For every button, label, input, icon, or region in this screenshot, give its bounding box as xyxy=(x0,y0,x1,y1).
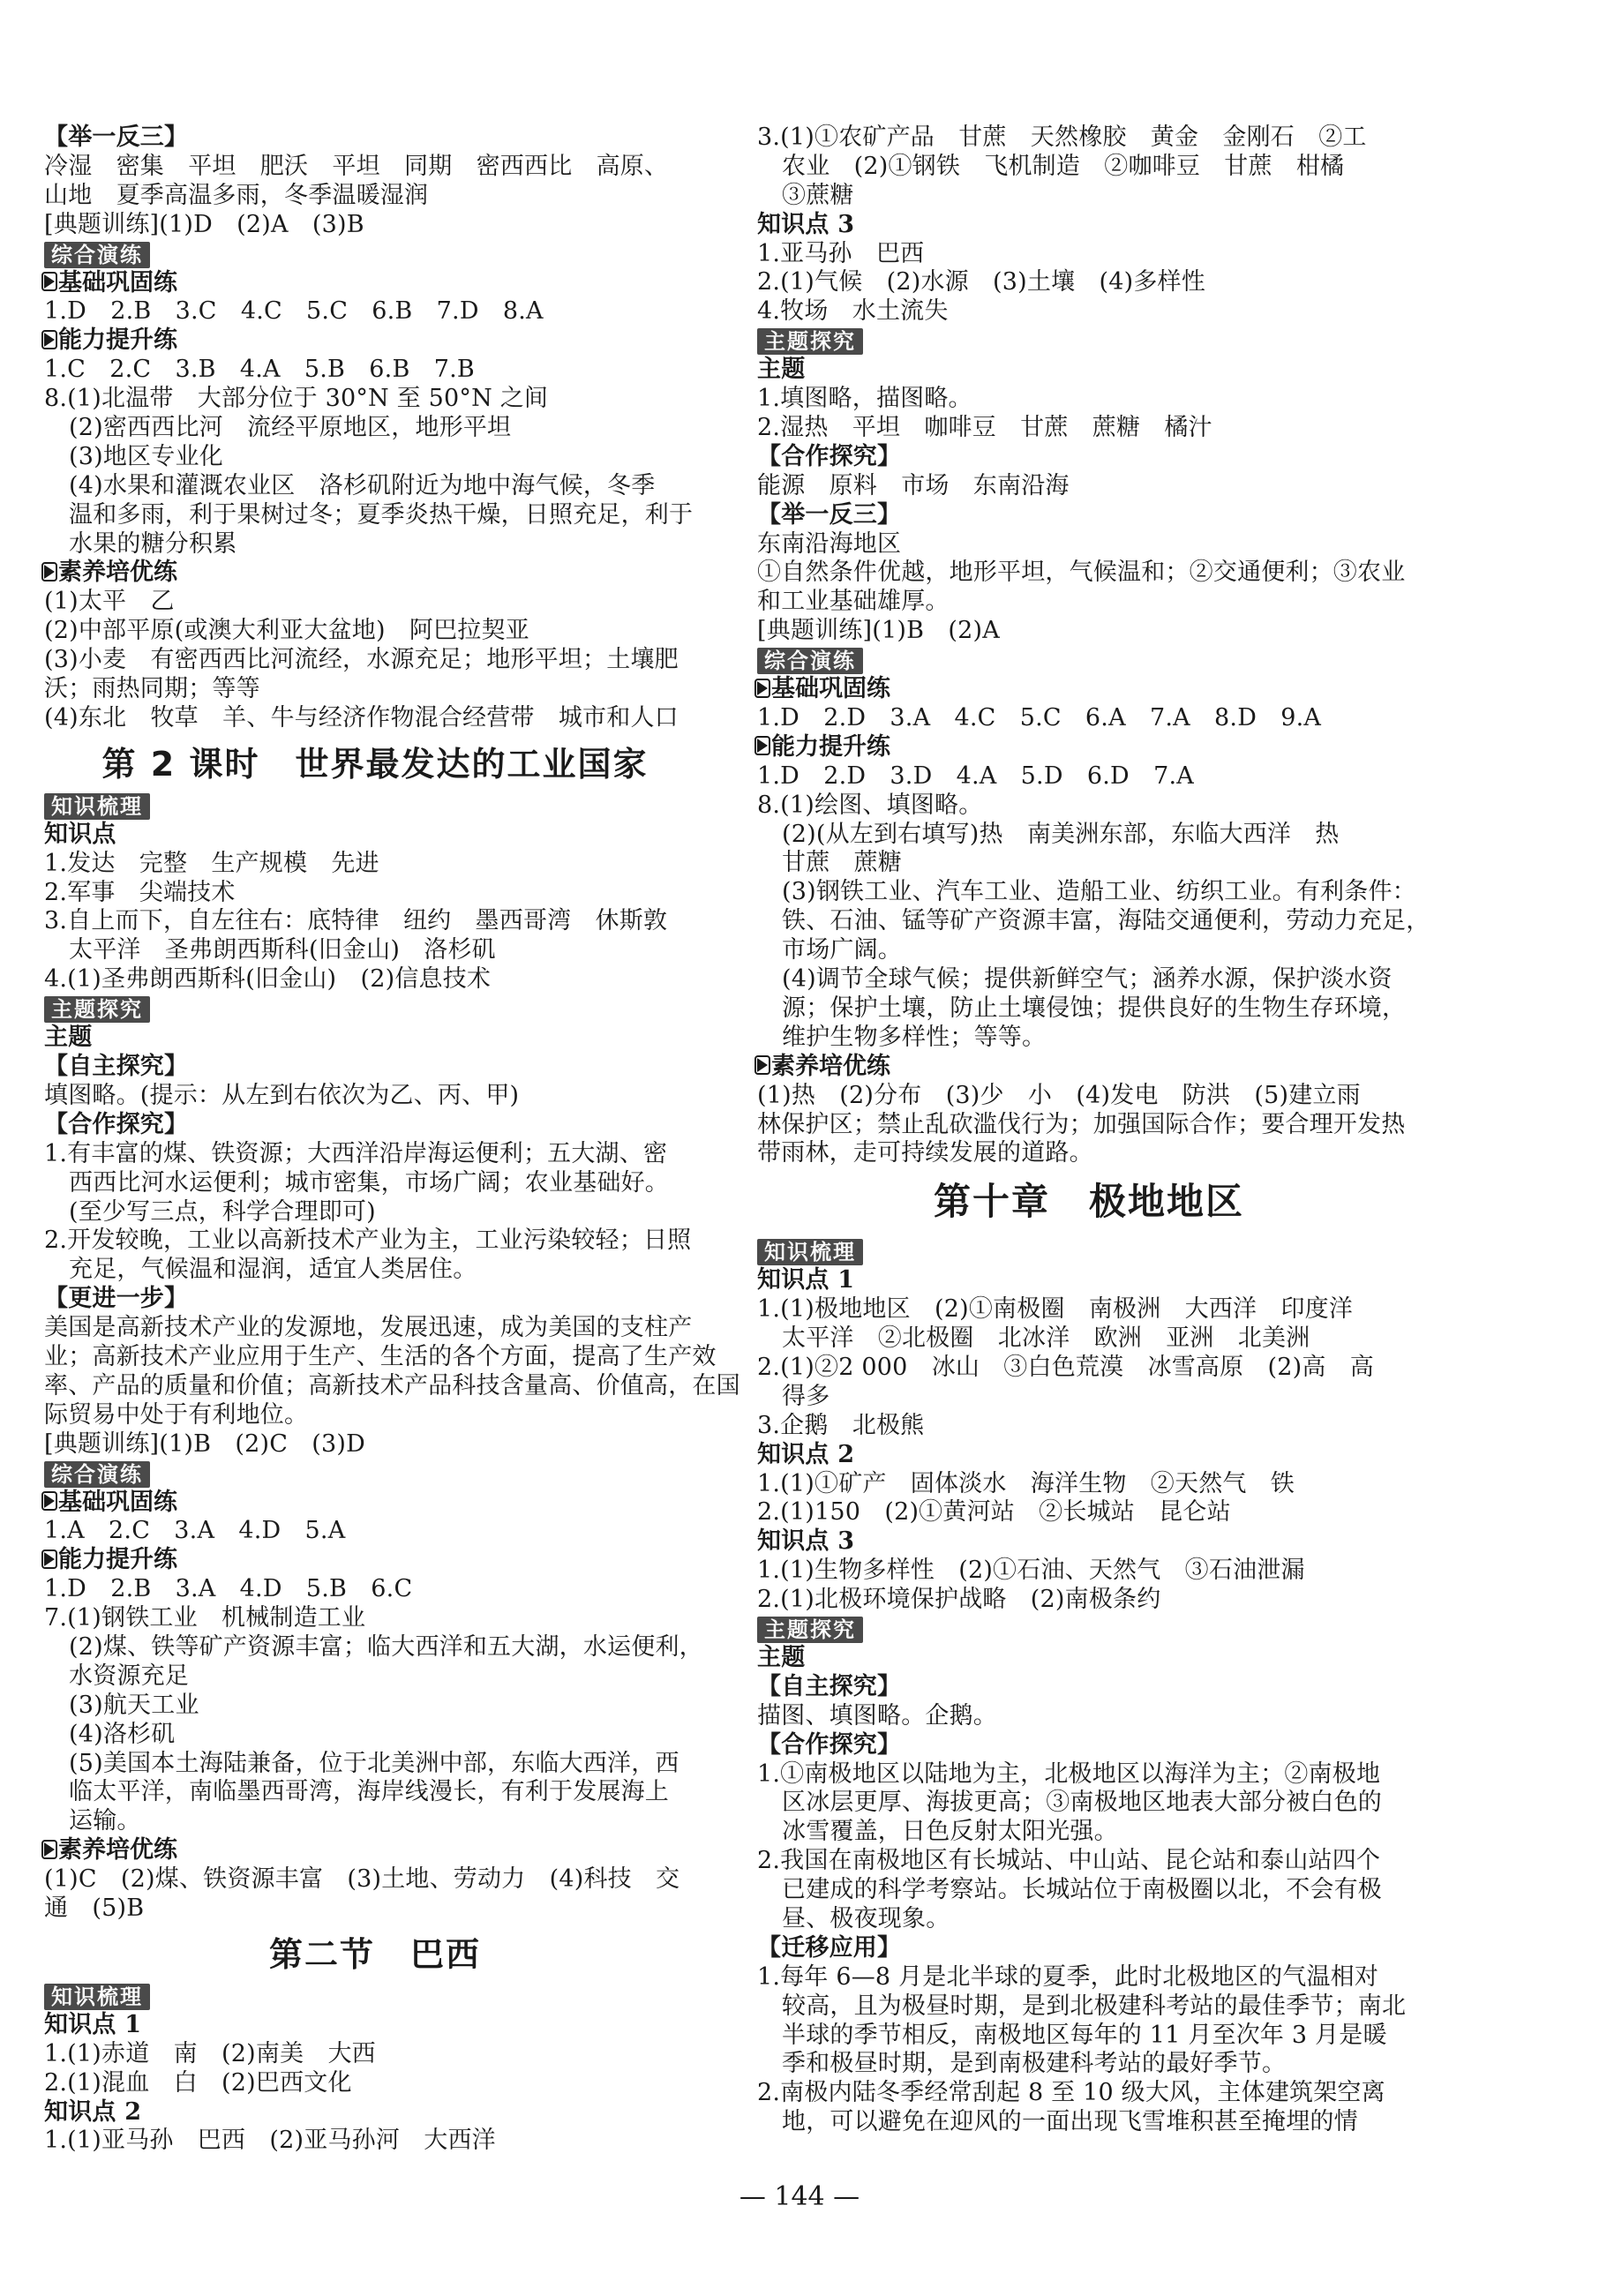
knowledge-point-label: 知识点 2 xyxy=(44,2097,142,2126)
knowledge-point-label: 主题 xyxy=(757,356,806,384)
answer-line: 1.①南极地区以陆地为主，北极地区以海洋为主；②南极地 xyxy=(757,1760,1381,1788)
answer-line-continued: (3)地区专业化 xyxy=(69,442,223,470)
answer-line: 1.亚马孙 巴西 xyxy=(757,239,925,267)
triangle-bullet-icon xyxy=(44,1552,55,1566)
answer-line-continued: 铁、石油、锰等矿产资源丰富，海陆交通便利，劳动力充足， xyxy=(782,907,1430,935)
bracket-label: 【合作探究】 xyxy=(757,442,902,470)
triangle-bullet-icon xyxy=(757,1058,768,1072)
answer-line: 业；高新技术产业应用于生产、生活的各个方面，提高了生产效 xyxy=(44,1342,717,1370)
subsection-heading xyxy=(44,269,706,298)
subsection-label: 素养培优练 xyxy=(58,559,177,587)
answer-line-continued: 温和多雨，利于果树过冬；夏季炎热干燥，日照充足，利于 xyxy=(69,500,694,529)
bracket-label: 【更进一步】 xyxy=(44,1285,189,1313)
answer-line: 和工业基础雄厚。 xyxy=(757,588,950,616)
section-banner: 知识梳理 xyxy=(44,1984,150,2010)
answer-line-continued: 半球的季节相反，南极地区每年的 11 月至次年 3 月是暖 xyxy=(782,2021,1387,2049)
answer-line-continued: 太平洋 圣弗朗西斯科(旧金山) 洛杉矶 xyxy=(69,936,496,964)
answer-line: (2)中部平原(或澳大利亚大盆地) 阿巴拉契亚 xyxy=(44,617,529,645)
subsection-heading xyxy=(44,1546,706,1575)
answer-line: 通 (5)B xyxy=(44,1894,145,1922)
answer-line-continued: ③蔗糖 xyxy=(782,181,854,209)
answer-line: 2.我国在南极地区有长城站、中山站、昆仑站和泰山站四个 xyxy=(757,1847,1381,1875)
answer-line-continued: 农业 (2)①钢铁 飞机制造 ②咖啡豆 甘蔗 柑橘 xyxy=(782,152,1345,180)
answer-line-continued: 太平洋 ②北极圈 北冰洋 欧洲 亚洲 北美洲 xyxy=(782,1324,1310,1353)
answer-line: 1.D 2.D 3.A 4.C 5.C 6.A 7.A 8.D 9.A xyxy=(757,704,1322,732)
answer-line-continued: 甘蔗 蔗糖 xyxy=(782,849,902,877)
answer-line: 1.每年 6—8 月是北半球的夏季，此时北极地区的气温相对 xyxy=(757,1962,1379,1991)
answer-line: 3.自上而下，自左往右：底特律 纽约 墨西哥湾 休斯敦 xyxy=(44,907,668,935)
section-banner-row xyxy=(757,1237,1421,1266)
answer-line: 1.有丰富的煤、铁资源；大西洋沿岸海运便利；五大湖、密 xyxy=(44,1139,668,1167)
answer-line-continued: (2)(从左到右填写)热 南美洲东部，东临大西洋 热 xyxy=(782,820,1340,848)
answer-line-continued: 临太平洋，南临墨西哥湾，海岸线漫长，有利于发展海上 xyxy=(69,1778,669,1806)
bracket-label: 【举一反三】 xyxy=(757,500,902,529)
answer-line-continued: 源；保护土壤，防止土壤侵蚀；提供良好的生物生存环境， xyxy=(782,994,1407,1022)
subsection-heading xyxy=(757,675,1421,704)
triangle-bullet-icon xyxy=(757,681,768,695)
chapter-heading: 第十章 极地地区 xyxy=(933,1180,1244,1224)
subsection-heading xyxy=(757,733,1421,762)
knowledge-point-label: 主题 xyxy=(44,1024,93,1052)
section-banner: 知识梳理 xyxy=(757,1239,863,1265)
answer-line: 际贸易中处于有利地位。 xyxy=(44,1400,309,1429)
answer-line: 1.(1)极地地区 (2)①南极圈 南极洲 大西洋 印度洋 xyxy=(757,1295,1354,1324)
answer-line: 3.(1)①农矿产品 甘蔗 天然橡胶 黄金 金刚石 ②工 xyxy=(757,124,1367,151)
answer-line-continued: 运输。 xyxy=(69,1807,141,1835)
knowledge-point-label: 知识点 1 xyxy=(44,2010,142,2038)
answer-line-continued: 冰雪覆盖，日色反射太阳光强。 xyxy=(782,1818,1118,1846)
section-banner-row xyxy=(757,326,1421,356)
section-banner-row xyxy=(44,1459,706,1489)
answer-line: (1)太平 乙 xyxy=(44,588,175,616)
subsection-label: 基础巩固练 xyxy=(771,675,890,703)
answer-line-continued: (3)钢铁工业、汽车工业、造船工业、纺织工业。有利条件： xyxy=(782,878,1416,906)
answer-line: 2.(1)北极环境保护战略 (2)南极条约 xyxy=(757,1586,1161,1614)
answer-line: 1.(1)赤道 南 (2)南美 大西 xyxy=(44,2039,376,2067)
section-banner-row xyxy=(44,240,706,269)
answer-line: 2.南极内陆冬季经常刮起 8 至 10 级大风，主体建筑架空离 xyxy=(757,2079,1385,2107)
section-banner-row xyxy=(44,792,706,821)
answer-line-continued: 较高，且为极昼时期，是到北极建科考站的最佳季节；南北 xyxy=(782,1992,1407,2020)
answer-line: 1.发达 完整 生产规模 先进 xyxy=(44,849,379,877)
section-banner: 主题探究 xyxy=(44,996,150,1023)
subsection-label: 基础巩固练 xyxy=(58,268,177,296)
answer-line: 能源 原料 市场 东南沿海 xyxy=(757,471,1070,499)
subsection-label: 能力提升练 xyxy=(771,732,890,761)
section-banner-row xyxy=(44,994,706,1024)
subsection-heading xyxy=(44,326,706,356)
page-number: — 144 — xyxy=(739,2181,860,2212)
triangle-bullet-icon xyxy=(44,1494,55,1508)
knowledge-point-label: 知识点 3 xyxy=(757,210,855,238)
answer-line: (4)东北 牧草 羊、牛与经济作物混合经营带 城市和人口 xyxy=(44,703,679,732)
bracket-label: 【合作探究】 xyxy=(44,1110,189,1138)
answer-line-continued: 市场广阔。 xyxy=(782,936,902,964)
answer-line: 2.开发较晚，工业以高新技术产业为主，工业污染较轻；日照 xyxy=(44,1227,692,1255)
right-column xyxy=(757,124,1430,2137)
answer-line: 2.军事 尖端技术 xyxy=(44,878,236,906)
answer-line: 1.A 2.C 3.A 4.D 5.A xyxy=(44,1517,346,1545)
answer-line-continued: (4)调节全球气候；提供新鲜空气；涵养水源，保护淡水资 xyxy=(782,965,1393,994)
answer-line: 1.(1)生物多样性 (2)①石油、天然气 ③石油泄漏 xyxy=(757,1557,1305,1585)
answer-line: 2.(1)150 (2)①黄河站 ②长城站 昆仑站 xyxy=(757,1498,1231,1527)
section-banner: 综合演练 xyxy=(757,648,863,674)
section-banner: 综合演练 xyxy=(44,242,150,268)
answer-line: 2.(1)混血 白 (2)巴西文化 xyxy=(44,2068,352,2097)
answer-line: 率、产品的质量和价值；高新技术产品科技含量高、价值高，在国 xyxy=(44,1371,740,1399)
answer-line: 3.企鹅 北极熊 xyxy=(757,1411,925,1439)
section-banner-row xyxy=(757,1615,1421,1644)
answer-line: 1.(1)亚马孙 巴西 (2)亚马孙河 大西洋 xyxy=(44,2127,496,2155)
answer-line-continued: 已建成的科学考察站。长城站位于南极圈以北，不会有极 xyxy=(782,1876,1382,1904)
answer-line: 1.D 2.D 3.D 4.A 5.D 6.D 7.A xyxy=(757,762,1194,790)
answer-line-continued: (至少写三点，科学合理即可) xyxy=(69,1197,376,1226)
subsection-label: 素养培优练 xyxy=(58,1836,177,1865)
lesson-heading: 第二节 巴西 xyxy=(268,1934,481,1974)
answer-line: 2.湿热 平坦 咖啡豆 甘蔗 蔗糖 橘汁 xyxy=(757,414,1212,442)
subsection-heading xyxy=(44,559,706,588)
bracket-label: 【举一反三】 xyxy=(44,124,189,151)
answer-line-continued: 季和极昼时期，是到南极建科考站的最好季节。 xyxy=(782,2050,1287,2078)
section-banner: 主题探究 xyxy=(757,328,863,355)
answer-line-continued: 得多 xyxy=(782,1382,830,1410)
answer-line: 8.(1)北温带 大部分位于 30°N 至 50°N 之间 xyxy=(44,385,549,413)
answer-line-continued: 水资源充足 xyxy=(69,1662,189,1690)
answer-line: (1)C (2)煤、铁资源丰富 (3)土地、劳动力 (4)科技 交 xyxy=(44,1865,680,1894)
knowledge-point-label: 知识点 2 xyxy=(757,1440,855,1468)
section-banner-row xyxy=(757,646,1421,675)
answer-line-continued: 充足，气候温和湿润，适宜人类居住。 xyxy=(69,1256,477,1284)
section-banner: 综合演练 xyxy=(44,1461,150,1488)
answer-line: 2.(1)②2 000 冰山 ③白色荒漠 冰雪高原 (2)高 高 xyxy=(757,1353,1374,1381)
answer-line-continued: (2)煤、铁等矿产资源丰富；临大西洋和五大湖，水运便利， xyxy=(69,1632,703,1661)
answer-line: 山地 夏季高温多雨，冬季温暖湿润 xyxy=(44,181,429,209)
answer-line: [典题训练](1)D (2)A (3)B xyxy=(44,210,364,238)
answer-line: ①自然条件优越，地形平坦，气候温和；②交通便利；③农业 xyxy=(757,559,1406,587)
answer-line: 1.D 2.B 3.A 4.D 5.B 6.C xyxy=(44,1575,413,1603)
bracket-label: 【迁移应用】 xyxy=(757,1933,902,1962)
answer-line: (3)小麦 有密西西比河流经，水源充足；地形平坦；土壤肥 xyxy=(44,646,679,674)
answer-line: [典题训练](1)B (2)A xyxy=(757,617,1000,645)
answer-line: 1.C 2.C 3.B 4.A 5.B 6.B 7.B xyxy=(44,356,475,384)
answer-line-continued: 西西比河水运便利；城市密集，市场广阔；农业基础好。 xyxy=(69,1168,669,1197)
answer-line-continued: 维护生物多样性；等等。 xyxy=(782,1023,1047,1051)
triangle-bullet-icon xyxy=(757,739,768,753)
bracket-label: 【自主探究】 xyxy=(44,1053,189,1081)
lesson-heading: 第 2 课时 世界最发达的工业国家 xyxy=(101,744,649,784)
triangle-bullet-icon xyxy=(44,333,55,347)
knowledge-point-label: 知识点 3 xyxy=(757,1527,855,1556)
section-banner-row xyxy=(44,1982,706,2011)
left-column xyxy=(44,124,740,2156)
answer-line: 沃；雨热同期；等等 xyxy=(44,675,260,703)
answer-line: [典题训练](1)B (2)C (3)D xyxy=(44,1429,365,1458)
answer-line-continued: 水果的糖分积累 xyxy=(69,529,237,558)
knowledge-point-label: 知识点 xyxy=(44,820,116,848)
answer-line: 7.(1)钢铁工业 机械制造工业 xyxy=(44,1604,366,1632)
answer-line: 1.(1)①矿产 固体淡水 海洋生物 ②天然气 铁 xyxy=(757,1469,1295,1497)
subsection-label: 能力提升练 xyxy=(58,1546,177,1574)
subsection-label: 基础巩固练 xyxy=(58,1488,177,1516)
triangle-bullet-icon xyxy=(44,274,55,289)
answer-line: 4.(1)圣弗朗西斯科(旧金山) (2)信息技术 xyxy=(44,965,492,994)
answer-line-continued: (3)航天工业 xyxy=(69,1691,199,1719)
answer-line-continued: 区冰层更厚、海拔更高；③南极地区地表大部分被白色的 xyxy=(782,1789,1382,1817)
subsection-heading xyxy=(44,1836,706,1865)
subsection-heading xyxy=(757,1053,1421,1082)
subsection-label: 素养培优练 xyxy=(771,1052,890,1080)
answer-line: 描图、填图略。企鹅。 xyxy=(757,1701,997,1730)
answer-line: (1)热 (2)分布 (3)少 小 (4)发电 防洪 (5)建立雨 xyxy=(757,1081,1361,1109)
answer-line: 冷湿 密集 平坦 肥沃 平坦 同期 密西西比 高原、 xyxy=(44,152,669,180)
answer-line-continued: (4)水果和灌溉农业区 洛杉矶附近为地中海气候，冬季 xyxy=(69,471,656,499)
triangle-bullet-icon xyxy=(44,1842,55,1857)
answer-line: 填图略。(提示：从左到右依次为乙、丙、甲) xyxy=(44,1081,520,1109)
triangle-bullet-icon xyxy=(44,565,55,579)
answer-line: 带雨林，走可持续发展的道路。 xyxy=(757,1139,1093,1167)
answer-line: 1.D 2.B 3.C 4.C 5.C 6.B 7.D 8.A xyxy=(44,297,544,326)
section-banner: 主题探究 xyxy=(757,1617,863,1643)
answer-line: 4.牧场 水土流失 xyxy=(757,297,949,326)
knowledge-point-label: 知识点 1 xyxy=(757,1266,855,1294)
answer-line: 1.填图略，描图略。 xyxy=(757,385,972,413)
answer-line-continued: (4)洛杉矶 xyxy=(69,1720,176,1748)
answer-line-continued: 昼、极夜现象。 xyxy=(782,1904,950,1932)
knowledge-point-label: 主题 xyxy=(757,1643,806,1671)
bracket-label: 【合作探究】 xyxy=(757,1730,902,1759)
answer-line: 林保护区；禁止乱砍滥伐行为；加强国际合作；要合理开发热 xyxy=(757,1110,1406,1138)
section-banner: 知识梳理 xyxy=(44,793,150,820)
answer-line-continued: 地，可以避免在迎风的一面出现飞雪堆积甚至掩埋的情 xyxy=(782,2108,1358,2136)
answer-line-continued: (5)美国本土海陆兼备，位于北美洲中部，东临大西洋，西 xyxy=(69,1749,679,1777)
answer-line: 美国是高新技术产业的发源地，发展迅速，成为美国的支柱产 xyxy=(44,1314,693,1342)
answer-line-continued: (2)密西西比河 流经平原地区，地形平坦 xyxy=(69,414,512,442)
answer-line: 东南沿海地区 xyxy=(757,529,902,558)
subsection-heading xyxy=(44,1489,706,1518)
answer-line: 8.(1)绘图、填图略。 xyxy=(757,791,983,819)
answer-line: 2.(1)气候 (2)水源 (3)土壤 (4)多样性 xyxy=(757,268,1205,296)
subsection-label: 能力提升练 xyxy=(58,326,177,355)
bracket-label: 【自主探究】 xyxy=(757,1672,902,1700)
